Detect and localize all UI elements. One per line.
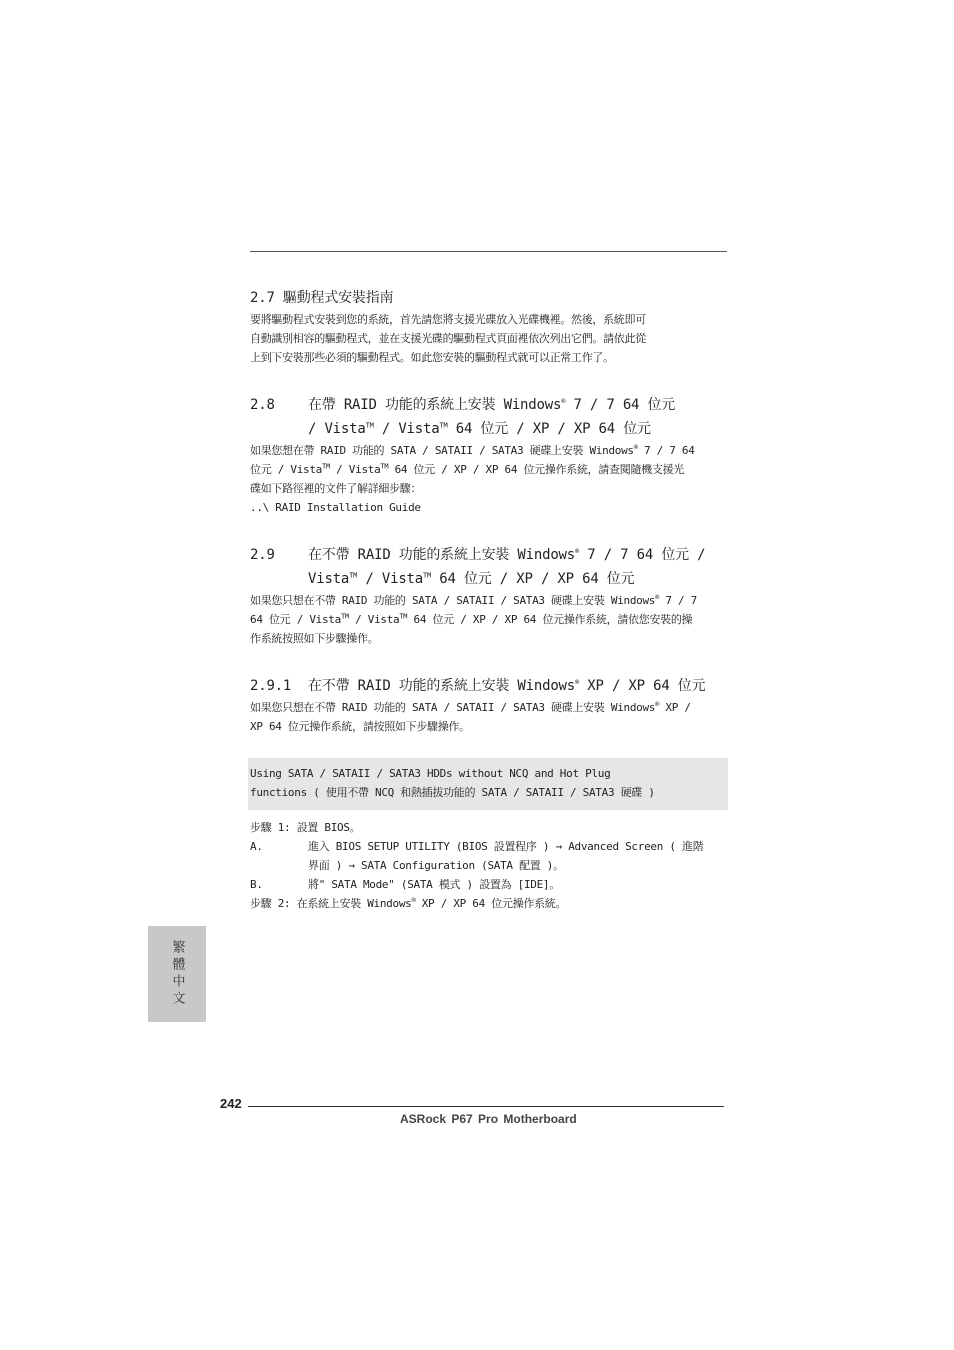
raid-guide-path: ..\ RAID Installation Guide xyxy=(250,501,421,514)
step-1: 步驟 1: 設置 BIOS。 xyxy=(250,821,361,834)
heading-text: 64 位元 / XP / XP 64 位元 xyxy=(447,421,651,437)
section-2-7-heading xyxy=(250,286,728,310)
language-side-tab xyxy=(148,926,206,1022)
section-number: 2.7 xyxy=(250,290,275,306)
section-2-7-line: 要將驅動程式安裝到您的系統，首先請您將支援光碟放入光碟機裡。然後，系統即可 xyxy=(250,313,646,326)
step-2: 步驟 2: 在系統上安裝 Windows® XP / XP 64 位元操作系統。 xyxy=(250,896,567,910)
section-2-9-1-line: 如果您只想在不帶 RAID 功能的 SATA / SATAII / SATA3 硬碟上安裝 Windows® XP / xyxy=(250,700,691,714)
note-line: functions ( 使用不帶 NCQ 和熱插拔功能的 SATA / SATAII / SATA3 硬碟 ) xyxy=(250,786,655,799)
heading-text: Vista xyxy=(308,571,350,587)
note-box xyxy=(248,758,728,810)
section-2-9-line: 64 位元 / Vista™ / Vista™ 64 位元 / XP / XP 64 位元操作系統，請依您安裝的操 xyxy=(250,612,693,626)
trademark-mark: TM xyxy=(439,421,448,430)
language-label: 繁體中文 xyxy=(169,940,185,1008)
section-2-8-heading xyxy=(250,393,728,441)
section-2-9-line: 如果您只想在不帶 RAID 功能的 SATA / SATAII / SATA3 硬碟上安裝 Windows® 7 / 7 xyxy=(250,593,697,607)
footer-divider xyxy=(248,1106,724,1107)
trademark-mark: TM xyxy=(423,571,432,580)
step-text: 將" SATA Mode" (SATA 模式 ) 設置為 [IDE]。 xyxy=(308,878,560,891)
footer-title: ASRock P67 Pro Motherboard xyxy=(400,1112,577,1126)
registered-mark: ® xyxy=(575,547,580,556)
section-2-7-line: 上到下安裝那些必須的驅動程式。如此您安裝的驅動程式就可以正常工作了。 xyxy=(250,351,614,364)
section-2-9-heading xyxy=(250,543,728,591)
section-2-8-line: 碟如下路徑裡的文件了解詳細步驟： xyxy=(250,482,422,495)
step-text: 進入 BIOS SETUP UTILITY (BIOS 設置程序 ) → Advanced Screen ( 進階 界面 ) → SATA Configuration (SATA 配置 )。 xyxy=(308,840,704,872)
step-b xyxy=(250,875,728,894)
registered-mark: ® xyxy=(575,678,580,687)
section-title: 驅動程式安裝指南 xyxy=(282,290,394,306)
heading-text: / Vista xyxy=(373,421,440,437)
page-number: 242 xyxy=(220,1096,242,1111)
section-2-9-1-line: XP 64 位元操作系統，請按照如下步驟操作。 xyxy=(250,720,470,733)
section-2-7-line: 自動識別相容的驅動程式，並在支援光碟的驅動程式頁面裡依次列出它們。請依此從 xyxy=(250,332,646,345)
section-number: 2.9.1 xyxy=(250,678,292,694)
note-line: Using SATA / SATAII / SATA3 HDDs without NCQ and Hot Plug xyxy=(250,767,611,780)
section-number: 2.9 xyxy=(250,547,275,563)
main-content xyxy=(250,286,728,913)
heading-text: 在帶 RAID 功能的系統上安裝 Windows xyxy=(308,397,562,413)
trademark-mark: TM xyxy=(349,571,358,580)
heading-text: 64 位元 / XP / XP 64 位元 xyxy=(431,571,635,587)
top-divider xyxy=(250,251,727,252)
step-label: B. xyxy=(250,878,263,891)
section-2-9-line: 作系統按照如下步驟操作。 xyxy=(250,632,379,645)
step-a xyxy=(250,837,728,875)
heading-text: 7 / 7 64 位元 xyxy=(565,397,676,413)
registered-mark: ® xyxy=(561,397,566,406)
heading-text: 在不帶 RAID 功能的系統上安裝 Windows xyxy=(308,547,576,563)
heading-text: 在不帶 RAID 功能的系統上安裝 Windows xyxy=(308,678,576,694)
step-label: A. xyxy=(250,840,263,853)
section-2-8-line: 位元 / Vista™ / Vista™ 64 位元 / XP / XP 64 位元操作系統，請查閱隨機支援光 xyxy=(250,462,684,476)
heading-text: / Vista xyxy=(357,571,424,587)
section-2-9-1-heading xyxy=(250,674,728,698)
heading-text: / Vista xyxy=(308,421,366,437)
section-2-8-line: 如果您想在帶 RAID 功能的 SATA / SATAII / SATA3 硬碟上安裝 Windows® 7 / 7 64 xyxy=(250,443,695,457)
heading-text: XP / XP 64 位元 xyxy=(579,678,706,694)
section-number: 2.8 xyxy=(250,397,275,413)
trademark-mark: TM xyxy=(365,421,374,430)
heading-text: 7 / 7 64 位元 / xyxy=(579,547,706,563)
